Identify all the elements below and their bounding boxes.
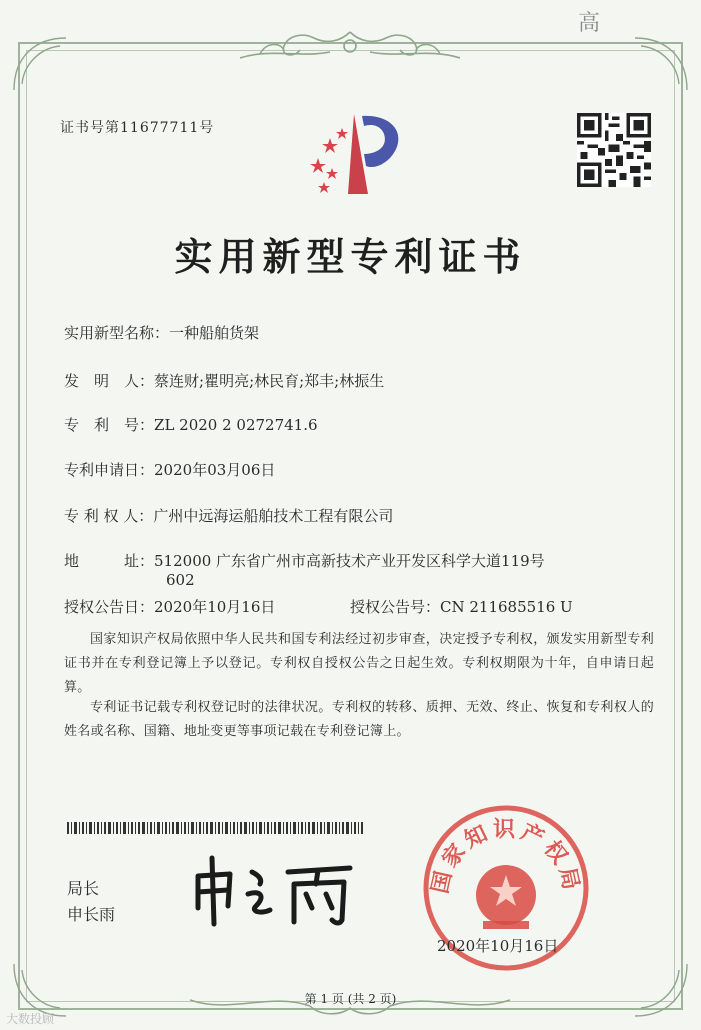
qr-code bbox=[577, 113, 651, 187]
top-ornament bbox=[240, 28, 460, 62]
utility-model-name-value: 一种船舶货架 bbox=[169, 324, 260, 342]
patentee-value: 广州中远海运船舶技术工程有限公司 bbox=[153, 507, 394, 525]
signer-name: 申长雨 bbox=[67, 905, 116, 924]
patentee-row bbox=[64, 505, 393, 526]
patent-number-row bbox=[64, 414, 318, 435]
inventor-value: 蔡连财;瞿明亮;林民育;郑丰;林振生 bbox=[154, 372, 385, 390]
corner-ornament-top-right bbox=[631, 34, 691, 94]
seal-date: 2020年10月16日 bbox=[437, 937, 559, 955]
corner-ornament-top-left bbox=[10, 34, 70, 94]
body-paragraph-1: 国家知识产权局依照中华人民共和国专利法经过初步审查，决定授予专利权，颁发实用新型专利证书并在专利登记簿上予以登记。专利权自授权公告之日起生效。专利权期限为十年，自申请日起算。 bbox=[64, 632, 654, 695]
certificate-number: 证书号第11677711号 bbox=[60, 120, 215, 136]
grant-date-row bbox=[64, 596, 275, 617]
inventor-row bbox=[64, 370, 384, 391]
utility-model-name-row bbox=[64, 322, 259, 343]
seal-text: 国家知识产权局 bbox=[428, 817, 584, 896]
address-value-line1: 512000 广东省广州市高新技术产业开发区科学大道119号 bbox=[154, 552, 545, 570]
filing-date-label: 专利申请日： bbox=[64, 461, 155, 479]
inventor-label: 发 明 人： bbox=[64, 372, 155, 390]
address-row bbox=[64, 550, 545, 571]
certificate-title: 实用新型专利证书 bbox=[174, 235, 527, 279]
grant-number-value: CN 211685516 U bbox=[440, 598, 573, 616]
signer-title: 局长 bbox=[67, 879, 100, 898]
cnipa-logo bbox=[296, 108, 414, 200]
utility-model-name-label: 实用新型名称： bbox=[64, 324, 170, 342]
handwritten-mark: 高 bbox=[578, 11, 601, 36]
address-value-line2: 602 bbox=[166, 571, 195, 589]
grant-date-value: 2020年10月16日 bbox=[154, 598, 276, 616]
filing-date-row bbox=[64, 459, 275, 480]
grant-date-label: 授权公告日： bbox=[64, 598, 155, 616]
patent-number-value: ZL 2020 2 0272741.6 bbox=[154, 416, 318, 434]
patent-number-label: 专 利 号： bbox=[64, 416, 155, 434]
grant-number-label: 授权公告号： bbox=[350, 598, 441, 616]
patentee-label: 专 利 权 人： bbox=[64, 507, 154, 525]
page-number: 第 1 页 (共 2 页) bbox=[304, 992, 397, 1006]
filing-date-value: 2020年03月06日 bbox=[154, 461, 276, 479]
barcode bbox=[67, 822, 363, 834]
grant-number-row bbox=[350, 596, 573, 617]
watermark: 大数投顾 bbox=[6, 1012, 55, 1026]
address-label: 地 址： bbox=[64, 552, 155, 570]
body-paragraph-2: 专利证书记载专利权登记时的法律状况。专利权的转移、质押、无效、终止、恢复和专利权人的姓名或名称、国籍、地址变更等事项记载在专利登记簿上。 bbox=[64, 700, 654, 739]
handwritten-signature bbox=[190, 850, 360, 930]
